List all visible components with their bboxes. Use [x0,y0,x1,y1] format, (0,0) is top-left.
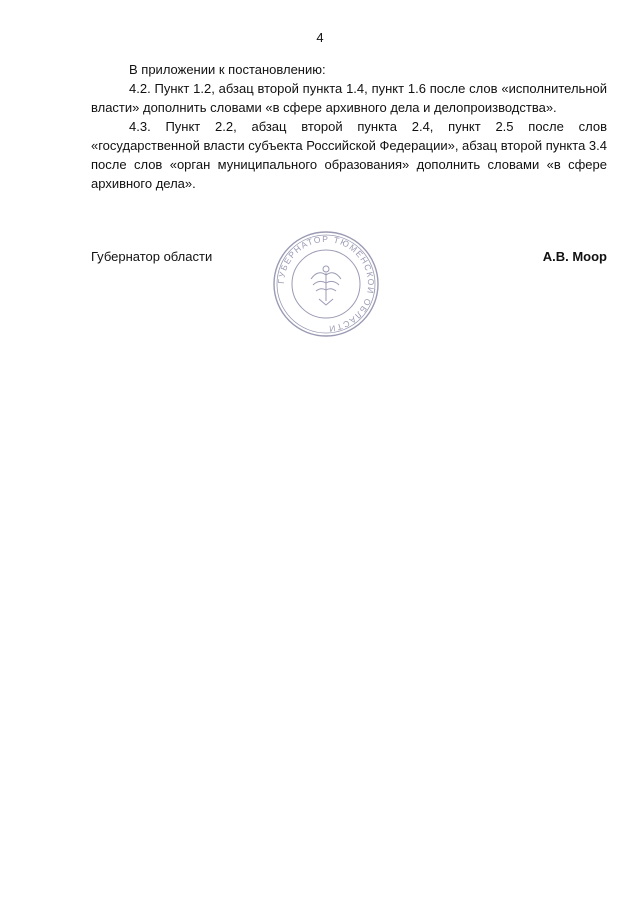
page-number: 4 [316,30,324,45]
intro-paragraph: В приложении к постановлению: [129,62,326,77]
signature-block [91,229,607,339]
paragraph-4-2: 4.2. Пункт 1.2, абзац второй пункта 1.4, пункт 1.6 после слов «исполнительной власти» дополнить словами «в сфере архивного дела и делопроизводства». [91,81,607,115]
seal-ring-text: ГУБЕРНАТОР ТЮМЕНСКОЙ ОБЛАСТИ [275,233,377,335]
paragraph-4-3: 4.3. Пункт 2.2, абзац второй пункта 2.4, пункт 2.5 после слов «государственной власти субъекта Российской Федерации», абзац второй пункта 3.4 после слов «орган муниципального образования» дополнить словами «в сфере архивного дела». [91,119,607,191]
official-seal-icon [271,229,381,339]
signer-name: А.В. Моор [542,249,607,264]
document-body [91,60,607,193]
signer-position: Губернатор области [91,249,213,264]
